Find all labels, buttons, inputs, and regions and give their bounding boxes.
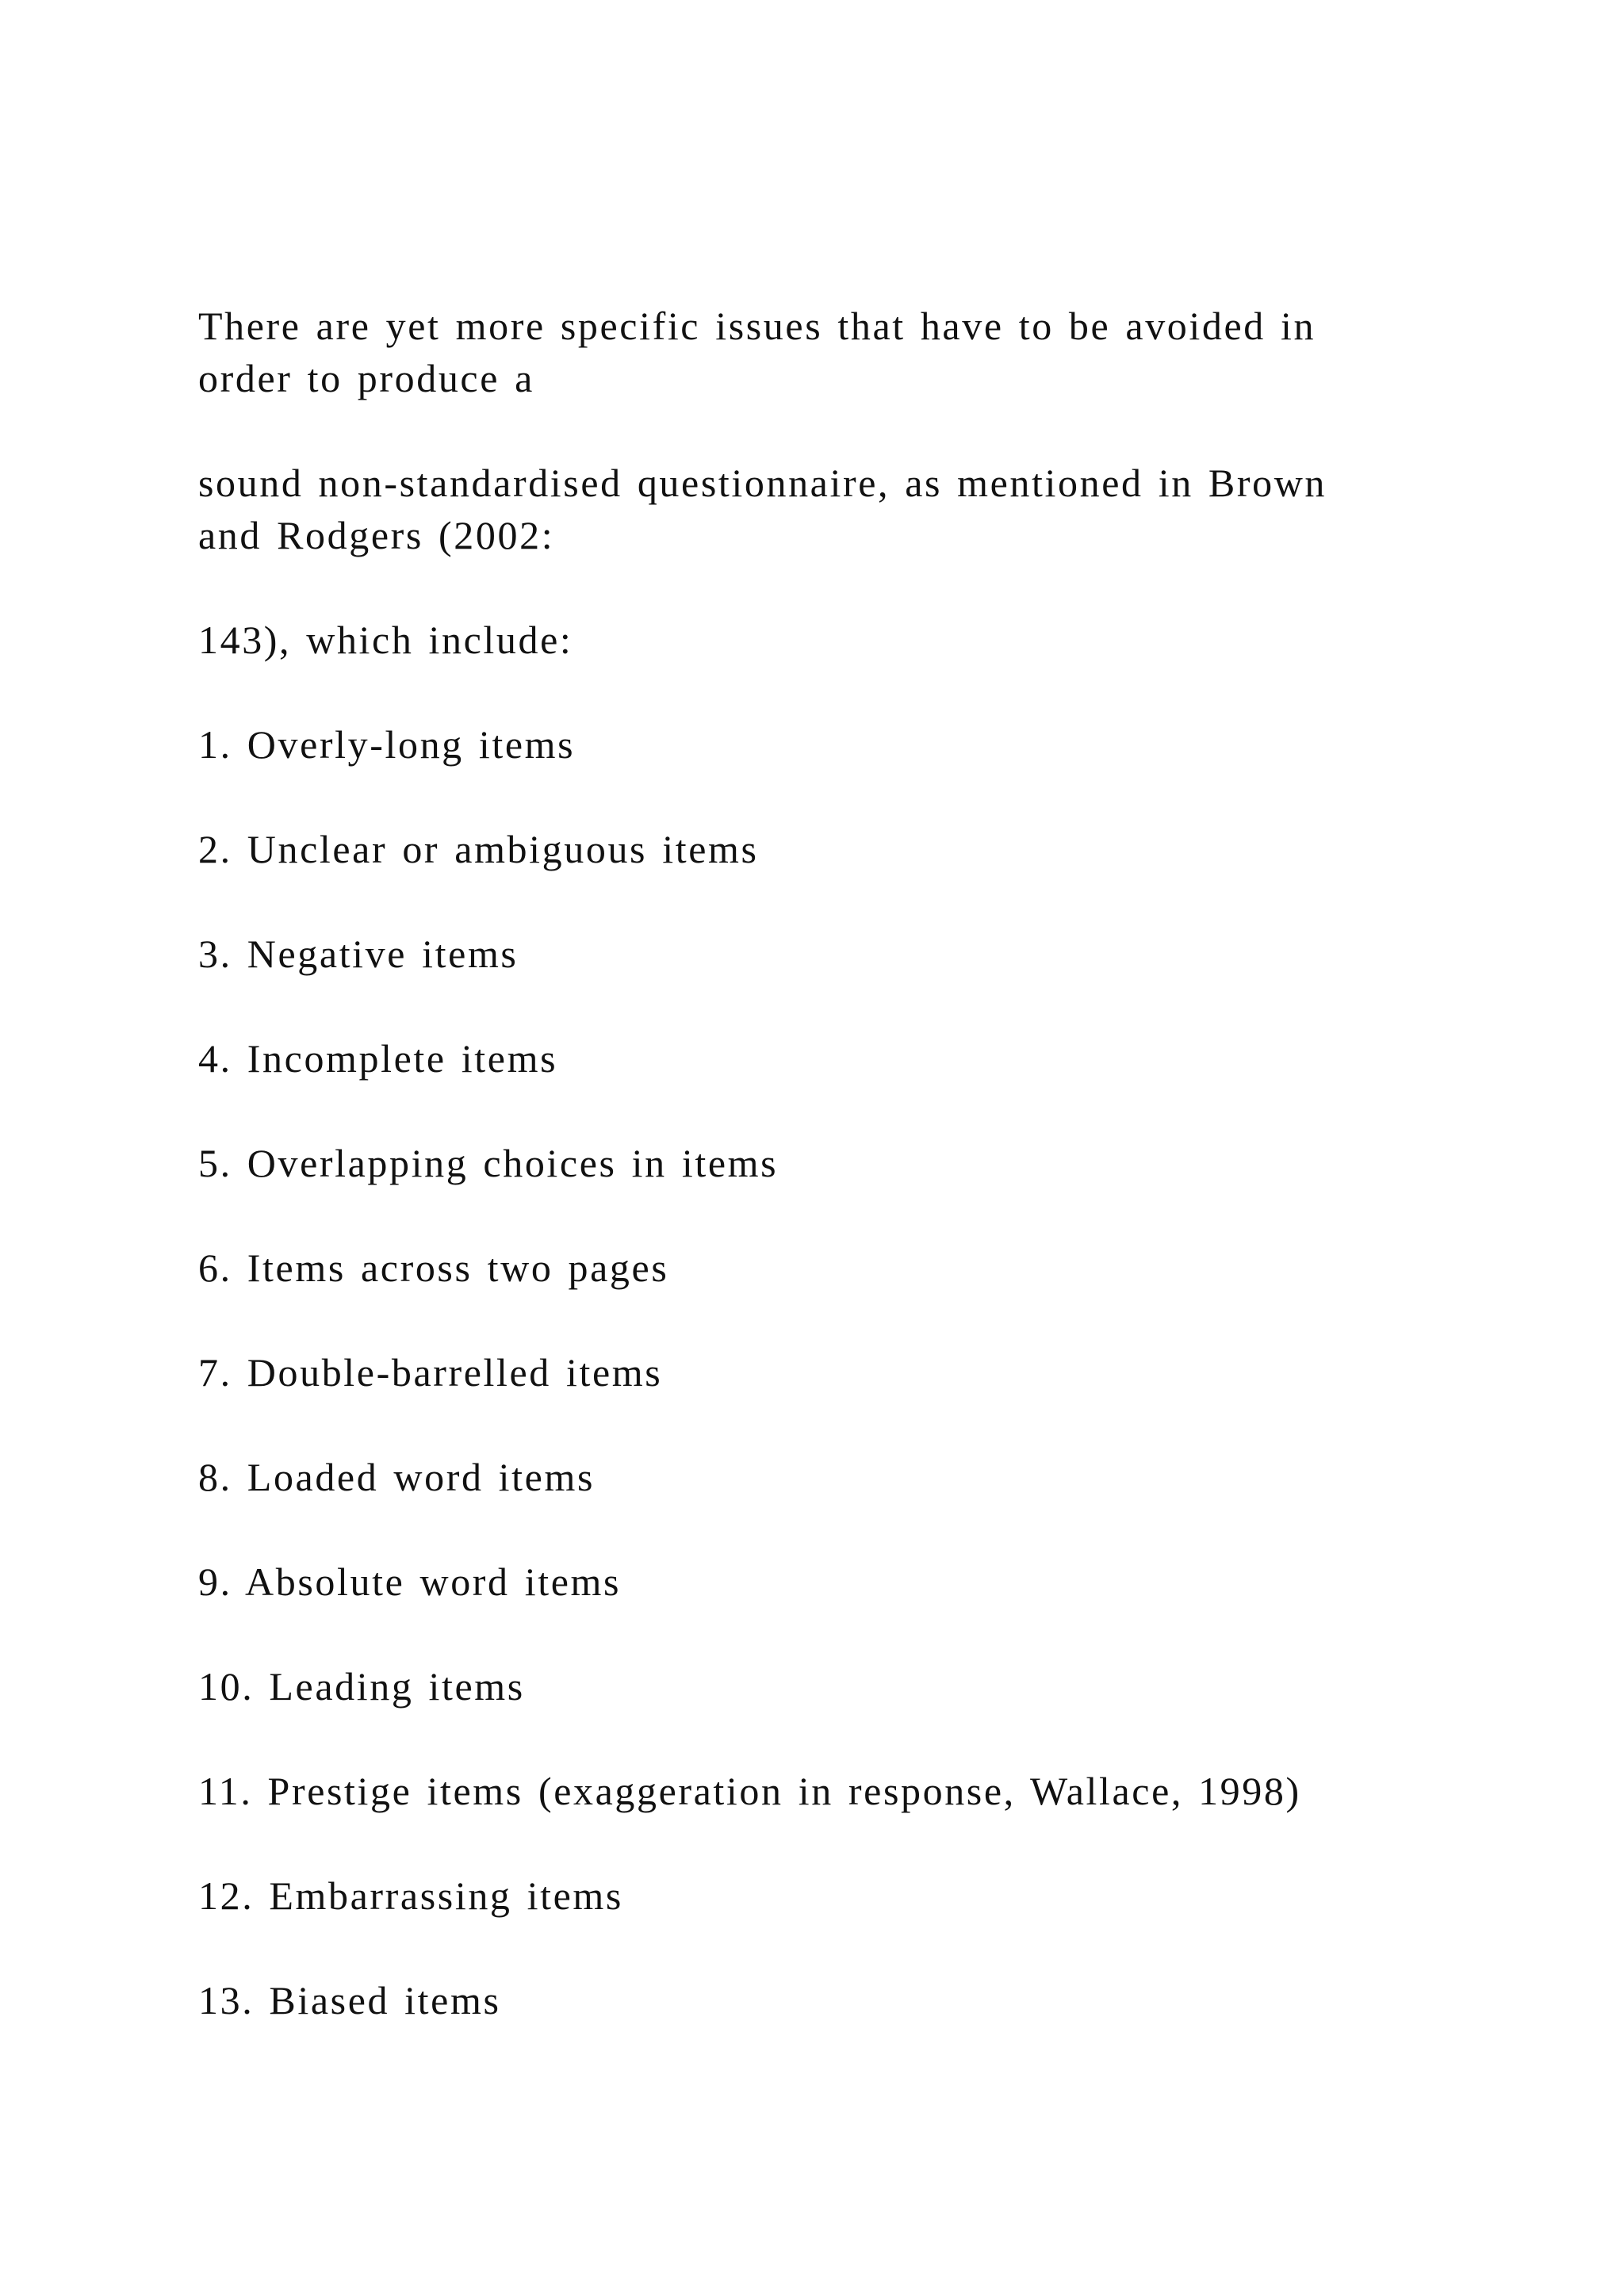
text-line: order to produce a (198, 356, 534, 400)
list-item: 3. Negative items (198, 932, 519, 976)
list-item: 6. Items across two pages (198, 1246, 669, 1290)
list-item: 9. Absolute word items (198, 1559, 622, 1604)
intro-paragraph-1 (198, 300, 1435, 404)
document-body (198, 300, 1435, 2079)
intro-paragraph-2 (198, 457, 1435, 561)
list-item: 13. Biased items (198, 1978, 501, 2022)
list-item: 8. Loaded word items (198, 1455, 596, 1499)
list-item: 5. Overlapping choices in items (198, 1141, 779, 1185)
list-item: 12. Embarrassing items (198, 1873, 623, 1918)
list-item: 11. Prestige items (exaggeration in response, Wallace, 1998) (198, 1769, 1301, 1813)
list-item: 2. Unclear or ambiguous items (198, 827, 759, 871)
list-item: 10. Leading items (198, 1664, 525, 1709)
text-line: 143), which include: (198, 618, 573, 662)
list-item: 7. Double-barrelled items (198, 1350, 663, 1395)
text-line: and Rodgers (2002: (198, 513, 555, 557)
list-item: 4. Incomplete items (198, 1036, 558, 1081)
text-line: There are yet more specific issues that have to be avoided in (198, 304, 1316, 348)
intro-paragraph-3 (198, 614, 1435, 666)
list-item: 1. Overly-long items (198, 722, 576, 767)
text-line: sound non-standardised questionnaire, as mentioned in Brown (198, 461, 1327, 505)
